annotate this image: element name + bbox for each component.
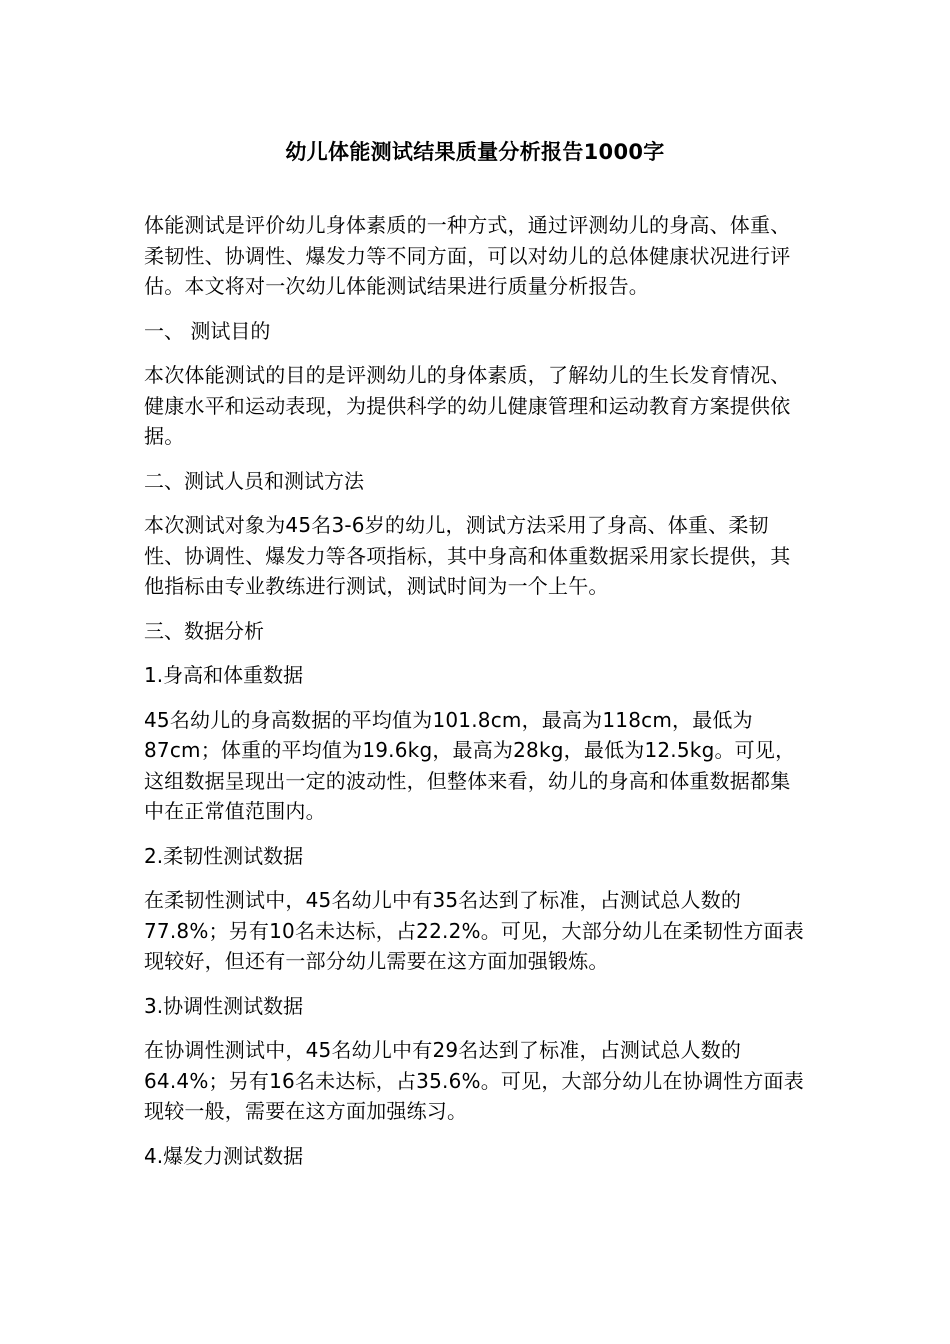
subheading-coordination: 3.协调性测试数据 [144, 993, 304, 1018]
flexibility-paragraph: 在柔韧性测试中，45名幼儿中有35名达到了标准，占测试总人数的77.8%；另有10名未达标，占22.2%。可见，大部分幼儿在柔韧性方面表现较好，但还有一部分幼儿需要在这方面加强锻炼。 [144, 888, 804, 973]
coordination-paragraph: 在协调性测试中，45名幼儿中有29名达到了标准，占测试总人数的64.4%；另有16名未达标，占35.6%。可见，大部分幼儿在协调性方面表现较一般，需要在这方面加强练习。 [144, 1038, 804, 1123]
height-weight-paragraph: 45名幼儿的身高数据的平均值为101.8cm，最高为118cm，最低为87cm；体重的平均值为19.6kg，最高为28kg，最低为12.5kg。可见，这组数据呈现出一定的波动性，但整体来看，幼儿的身高和体重数据都集中在正常值范围内。 [144, 707, 796, 823]
document-title: 幼儿体能测试结果质量分析报告1000字 [285, 140, 665, 164]
subheading-flexibility: 2.柔韧性测试数据 [144, 843, 304, 868]
section-heading-purpose: 一、 测试目的 [144, 318, 271, 343]
document-body [144, 210, 809, 1185]
method-paragraph: 本次测试对象为45名3-6岁的幼儿，测试方法采用了身高、体重、柔韧性、协调性、爆发力等各项指标，其中身高和体重数据采用家长提供，其他指标由专业教练进行测试，测试时间为一个上午。 [144, 513, 791, 598]
purpose-paragraph: 本次体能测试的目的是评测幼儿的身体素质，了解幼儿的生长发育情况、健康水平和运动表现，为提供科学的幼儿健康管理和运动教育方案提供依据。 [144, 363, 791, 448]
subheading-explosive-power: 4.爆发力测试数据 [144, 1143, 304, 1168]
subheading-height-weight: 1.身高和体重数据 [144, 663, 304, 687]
section-heading-method: 二、测试人员和测试方法 [144, 468, 364, 493]
intro-paragraph: 体能测试是评价幼儿身体素质的一种方式，通过评测幼儿的身高、体重、柔韧性、协调性、爆发力等不同方面，可以对幼儿的总体健康状况进行评估。本文将对一次幼儿体能测试结果进行质量分析报告。 [144, 213, 791, 298]
section-heading-analysis: 三、数据分析 [144, 618, 264, 643]
